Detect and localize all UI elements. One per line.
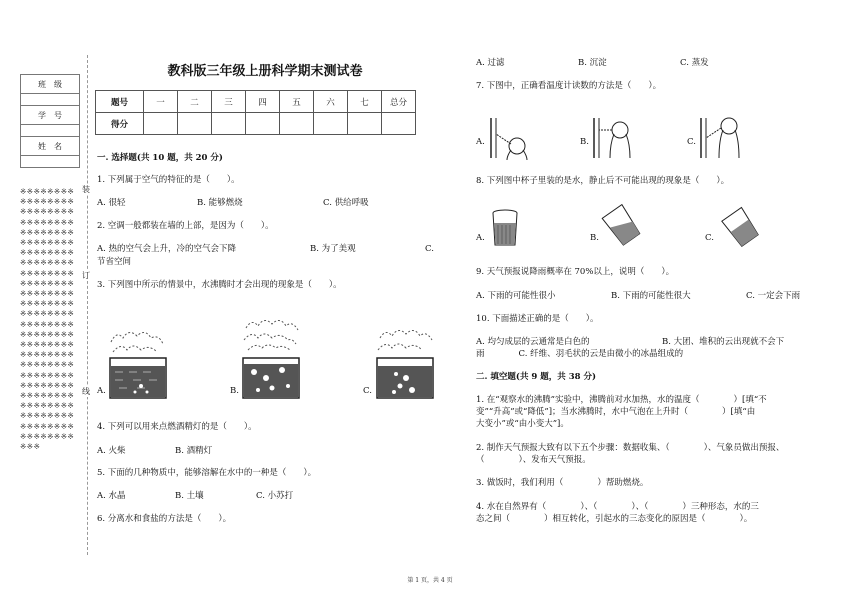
score-cell[interactable] <box>144 113 178 135</box>
cup-b-illustration <box>598 203 644 249</box>
q6-option-c[interactable]: C. 蒸发 <box>680 58 709 68</box>
cut-mark-zhuang: 装 <box>82 185 90 194</box>
score-header: 五 <box>280 91 314 113</box>
q3-option-a[interactable]: A. <box>97 386 106 396</box>
score-cell[interactable] <box>382 113 416 135</box>
section1-heading: 一. 选择题(共 10 题，共 20 分) <box>97 153 223 163</box>
q8-option-c[interactable]: C. <box>705 233 714 243</box>
decorative-pattern: ※※※※※※※※※※※※※※※※※※※※※※※※※※※※※※※※※※※※※※※※※※※※※※※※※※※※※※※※※※※※※※※※※※※※※※※※※※※※※※※※※※※※※※※※※※※※※※※※※※※※※※※※※※※※※※※※※※※※※※※※※※※※※※※※※※※※※※※※※※※※※※※※※※※※※※※※※※※※※※※※※※※※※※※※※※※※※※※※※※※※※※※※※※※※※※※※※※※※※※※※※※※ <box>20 187 75 452</box>
cup-c-illustration <box>718 206 762 250</box>
q7-stem: 7. 下图中，正确看温度计读数的方法是（ ）。 <box>476 81 662 91</box>
q1-option-b[interactable]: B. 能够燃烧 <box>197 198 243 208</box>
q10-option-b[interactable]: B. 大团、堆积的云出现就不会下 <box>662 337 785 347</box>
q5-option-c[interactable]: C. 小苏打 <box>256 491 294 501</box>
beaker-c-illustration <box>374 320 436 400</box>
score-cell[interactable] <box>348 113 382 135</box>
score-header: 二 <box>178 91 212 113</box>
q8-option-b[interactable]: B. <box>590 233 599 243</box>
cup-a-illustration <box>488 207 522 249</box>
q7-option-a[interactable]: A. <box>476 137 485 147</box>
q9-option-b[interactable]: B. 下雨的可能性很大 <box>611 291 691 301</box>
q2-option-a[interactable]: A. 热的空气会上升，冷的空气会下降 <box>97 244 237 254</box>
q7-option-b[interactable]: B. <box>580 137 589 147</box>
score-header: 一 <box>144 91 178 113</box>
q3-stem: 3. 下列图中所示的情景中，水沸腾时才会出现的现象是（ ）。 <box>97 280 342 290</box>
class-field[interactable] <box>21 94 80 106</box>
score-cell[interactable] <box>280 113 314 135</box>
q6-stem: 6. 分离水和食盐的方法是（ ）。 <box>97 514 232 524</box>
binding-line <box>87 55 88 555</box>
beaker-b-illustration <box>240 316 302 400</box>
q5-option-b[interactable]: B. 土壤 <box>175 491 204 501</box>
q2-option-c-text: 节省空间 <box>97 257 132 267</box>
fill-q3: 3. 做饭时，我们利用（ ）帮助燃烧。 <box>476 478 649 488</box>
name-label: 姓 名 <box>21 137 80 156</box>
fill-q4-line2: 态之间（ ）相互转化，引起水的三态变化的原因是（ ）。 <box>476 514 753 524</box>
score-header: 题号 <box>96 91 144 113</box>
fill-q1-line3: 大变小”或“由小变大”]。 <box>476 419 569 429</box>
fill-q1-line2: 变”“升高”或“降低”]；当水沸腾时，水中气泡在上升时（ ）[填“由 <box>476 407 756 417</box>
q2-option-b[interactable]: B. 为了美观 <box>310 244 356 254</box>
student-id-field[interactable] <box>21 125 80 137</box>
score-header: 七 <box>348 91 382 113</box>
q5-stem: 5. 下面的几种物质中，能够溶解在水中的一种是（ ）。 <box>97 468 317 478</box>
q10-option-a[interactable]: A. 均匀成层的云通常是白色的 <box>476 337 590 347</box>
q6-option-a[interactable]: A. 过滤 <box>476 58 505 68</box>
q9-option-c[interactable]: C. 一定会下雨 <box>746 291 801 301</box>
page-footer: 第 1 页，共 4 页 <box>407 577 453 584</box>
thermometer-view-b <box>590 116 638 160</box>
section2-heading: 二. 填空题(共 9 题，共 38 分) <box>476 372 597 382</box>
q9-stem: 9. 天气预报说降雨概率在 70%以上，说明（ ）。 <box>476 267 675 277</box>
q1-option-a[interactable]: A. 很轻 <box>97 198 126 208</box>
q10-stem: 10. 下面描述正确的是（ ）。 <box>476 314 599 324</box>
score-cell[interactable] <box>246 113 280 135</box>
fill-q2-line1: 2. 制作天气预报大致有以下五个步骤：数据收集、（ ）、气象员做出预报、 <box>476 443 785 453</box>
class-label: 班 级 <box>21 75 80 94</box>
q1-stem: 1. 下列属于空气的特征的是（ ）。 <box>97 175 240 185</box>
q8-option-a[interactable]: A. <box>476 233 485 243</box>
fill-q1-line1: 1. 在“观察水的沸腾”实验中，沸腾前对水加热，水的温度（ ）[填“不 <box>476 395 767 405</box>
fill-q2-line2: （ ）、发布天气预报。 <box>476 455 591 465</box>
q3-option-b[interactable]: B. <box>230 386 239 396</box>
score-table <box>95 90 416 135</box>
q5-option-a[interactable]: A. 水晶 <box>97 491 126 501</box>
name-field[interactable] <box>21 156 80 168</box>
q8-stem: 8. 下列图中杯子里装的是水，静止后不可能出现的现象是（ ）。 <box>476 176 730 186</box>
exam-title: 教科版三年级上册科学期末测试卷 <box>167 64 363 79</box>
student-info-table <box>20 74 80 168</box>
q6-option-b[interactable]: B. 沉淀 <box>578 58 607 68</box>
q1-option-c[interactable]: C. 供给呼吸 <box>323 198 369 208</box>
q4-option-b[interactable]: B. 酒精灯 <box>175 446 213 456</box>
score-header: 四 <box>246 91 280 113</box>
score-row-label: 得分 <box>96 113 144 135</box>
q2-stem: 2. 空调一般都装在墙的上部，是因为（ ）。 <box>97 221 274 231</box>
score-cell[interactable] <box>178 113 212 135</box>
cut-mark-xian: 线 <box>82 387 90 396</box>
q3-option-c[interactable]: C. <box>363 386 372 396</box>
q10-option-c[interactable]: 雨 C. 纤维、羽毛状的云是由微小的冰晶组成的 <box>476 349 684 359</box>
q9-option-a[interactable]: A. 下雨的可能性很小 <box>476 291 556 301</box>
score-header: 总分 <box>382 91 416 113</box>
q4-option-a[interactable]: A. 火柴 <box>97 446 126 456</box>
thermometer-view-a <box>487 116 535 160</box>
q7-option-c[interactable]: C. <box>687 137 696 147</box>
score-header: 六 <box>314 91 348 113</box>
score-header: 三 <box>212 91 246 113</box>
score-cell[interactable] <box>212 113 246 135</box>
q2-option-c[interactable]: C. <box>425 244 434 254</box>
score-cell[interactable] <box>314 113 348 135</box>
beaker-a-illustration <box>107 320 169 400</box>
thermometer-view-c <box>697 116 745 160</box>
fill-q4-line1: 4. 水在自然界有（ ）、（ ）、（ ）三种形态，水的三 <box>476 502 759 512</box>
cut-mark-ding: 订 <box>82 271 90 280</box>
q4-stem: 4. 下列可以用来点燃酒精灯的是（ ）。 <box>97 422 257 432</box>
student-id-label: 学 号 <box>21 106 80 125</box>
